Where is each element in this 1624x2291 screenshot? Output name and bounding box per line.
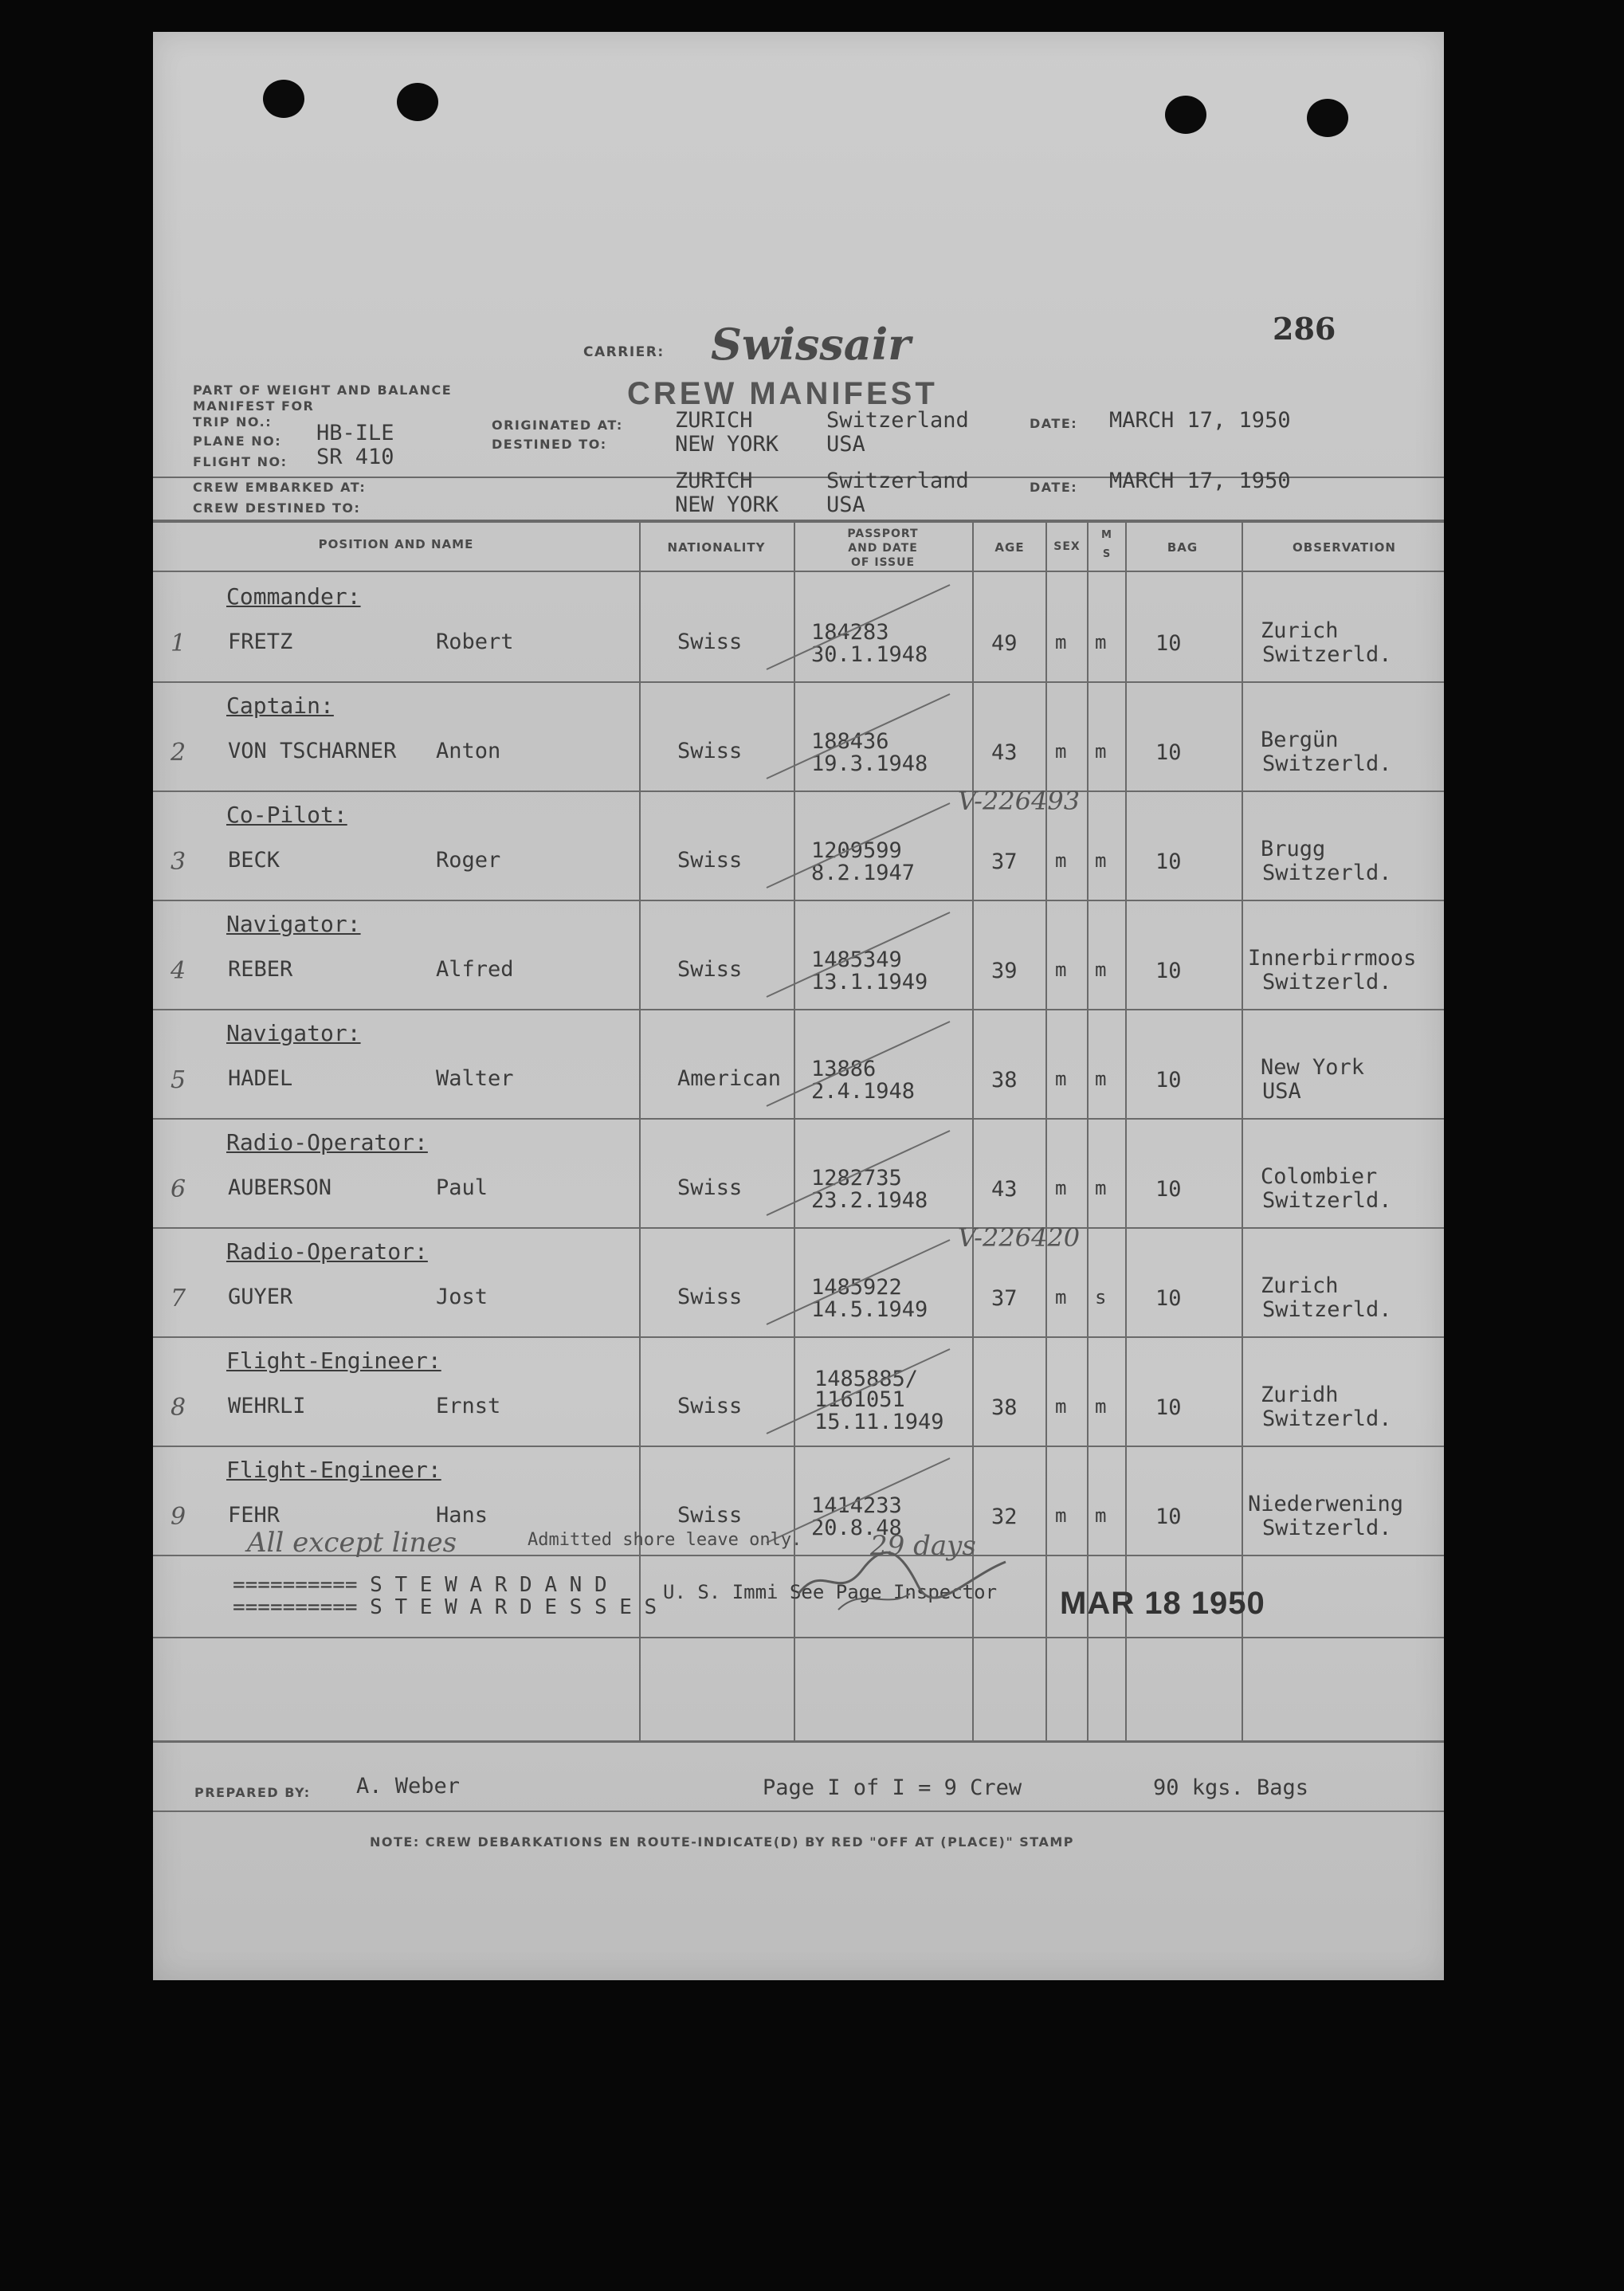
table-row: [153, 786, 1444, 901]
crew-given-name: Hans: [436, 1503, 488, 1528]
check-mark-stroke: [759, 1126, 966, 1222]
destined-country: USA: [826, 432, 865, 457]
nationality: Swiss: [677, 1503, 743, 1528]
passport-number: 184283: [811, 620, 889, 645]
marital-status: m: [1095, 1504, 1107, 1527]
observation-country: Switzerld.: [1262, 1516, 1392, 1540]
sex: m: [1055, 849, 1067, 872]
punch-hole: [397, 83, 438, 121]
col-nationality-header: NATIONALITY: [667, 540, 766, 555]
page-info: Page I of I = 9 Crew: [763, 1775, 1022, 1800]
col-bag-header: BAG: [1167, 540, 1198, 555]
crew-destined-label: CREW DESTINED TO:: [193, 500, 361, 516]
carrier-label: CARRIER:: [583, 344, 665, 360]
table-row: [153, 1120, 1444, 1229]
bag: 10: [1155, 631, 1182, 656]
bag: 10: [1155, 740, 1182, 765]
observation-country: Switzerld.: [1262, 1297, 1392, 1322]
crew-given-name: Walter: [436, 1066, 514, 1091]
position-label: Radio-Operator:: [226, 1129, 428, 1155]
col-ms-header-1: M: [1101, 529, 1112, 541]
position-label: Radio-Operator:: [226, 1238, 428, 1265]
observation-country: USA: [1262, 1079, 1301, 1104]
observation-city: Bergün: [1261, 728, 1339, 752]
bag: 10: [1155, 1286, 1182, 1311]
check-mark-stroke: [759, 689, 966, 785]
nationality: Swiss: [677, 1285, 743, 1309]
nationality: Swiss: [677, 739, 743, 763]
position-label: Flight-Engineer:: [226, 1348, 441, 1374]
row-number: 5: [171, 1066, 186, 1094]
nationality: Swiss: [677, 957, 743, 982]
crew-surname: REBER: [228, 957, 293, 982]
position-label: Navigator:: [226, 1020, 361, 1046]
row-number: 1: [171, 630, 186, 657]
check-mark-stroke: [759, 580, 966, 676]
date-label: DATE:: [1030, 416, 1078, 431]
issue-date: 14.5.1949: [811, 1297, 928, 1322]
bag: 10: [1155, 1068, 1182, 1093]
crew-given-name: Alfred: [436, 957, 514, 982]
crew-given-name: Anton: [436, 739, 501, 763]
issue-date: 13.1.1949: [811, 970, 928, 994]
bag: 10: [1155, 1395, 1182, 1420]
position-label: Navigator:: [226, 911, 361, 937]
carrier-logo: Swissair: [711, 319, 911, 370]
bags-total: 90 kgs. Bags: [1153, 1775, 1309, 1800]
sex: m: [1055, 1286, 1067, 1308]
nationality: American: [677, 1066, 782, 1091]
table-bottom-rule: [153, 1740, 1444, 1743]
bag: 10: [1155, 849, 1182, 874]
crew-surname: GUYER: [228, 1285, 293, 1309]
crew-surname: FEHR: [228, 1503, 280, 1528]
check-mark-stroke: [759, 798, 966, 894]
marital-status: m: [1095, 1395, 1107, 1418]
position-label: Flight-Engineer:: [226, 1457, 441, 1483]
nationality: Swiss: [677, 1394, 743, 1418]
observation-city: Zurich: [1261, 618, 1339, 643]
age: 43: [991, 1177, 1018, 1202]
table-row: [153, 1338, 1444, 1447]
manifest-for-label: MANIFEST FOR: [193, 398, 315, 414]
trip-label: TRIP NO.:: [193, 414, 273, 430]
col-passport-header-2: AND DATE: [848, 542, 918, 555]
passport-number: 1209599: [811, 838, 902, 863]
crew-surname: VON TSCHARNER: [228, 739, 397, 763]
observation-country: Switzerld.: [1262, 1406, 1392, 1431]
prepared-by: A. Weber: [356, 1774, 461, 1799]
position-label: Commander:: [226, 583, 361, 610]
destined-city: NEW YORK: [675, 432, 779, 457]
passport-number: 188436: [811, 729, 889, 754]
check-mark-stroke: [759, 1017, 966, 1112]
crew-surname: WEHRLI: [228, 1394, 306, 1418]
handwritten-note: All except lines: [247, 1527, 457, 1559]
check-mark-stroke: [759, 908, 966, 1003]
row-number: 4: [171, 957, 186, 985]
issue-date: 15.11.1949: [814, 1410, 944, 1434]
crew-embarked-country: Switzerland: [826, 469, 969, 493]
sex: m: [1055, 1395, 1067, 1418]
sex: m: [1055, 1504, 1067, 1527]
footer-rule: [153, 1810, 1444, 1812]
nationality: Swiss: [677, 848, 743, 873]
passport-number: 1485349: [811, 947, 902, 972]
row-number: 7: [171, 1285, 186, 1312]
age: 38: [991, 1068, 1018, 1093]
table-row: [153, 574, 1444, 683]
table-row: [153, 1010, 1444, 1120]
table-row: [153, 683, 1444, 792]
table-top-rule: [153, 520, 1444, 523]
sex: m: [1055, 1068, 1067, 1090]
observation-country: Switzerld.: [1262, 970, 1392, 994]
marital-status: s: [1095, 1286, 1107, 1308]
col-passport-header-3: OF ISSUE: [850, 556, 916, 569]
sex: m: [1055, 631, 1067, 653]
age: 49: [991, 631, 1018, 656]
sex: m: [1055, 959, 1067, 981]
marital-status: m: [1095, 1068, 1107, 1090]
passport-number: 13886: [811, 1057, 877, 1081]
age: 37: [991, 849, 1018, 874]
manifest-title: CREW MANIFEST: [627, 376, 938, 411]
punch-hole: [1307, 99, 1348, 137]
prepared-by-label: PREPARED BY:: [194, 1785, 311, 1800]
plane-number: HB-ILE: [316, 421, 394, 445]
crew-destined-city: NEW YORK: [675, 492, 779, 517]
observation-country: Switzerld.: [1262, 861, 1392, 885]
originated-country: Switzerland: [826, 408, 969, 433]
row-number: 8: [171, 1394, 186, 1422]
originated-city: ZURICH: [675, 408, 753, 433]
crew-embarked-label: CREW EMBARKED AT:: [193, 480, 367, 495]
check-mark-stroke: [759, 1344, 966, 1440]
marital-status: m: [1095, 740, 1107, 763]
issue-date: 2.4.1948: [811, 1079, 916, 1104]
marital-status: m: [1095, 959, 1107, 981]
flight-number: SR 410: [316, 445, 394, 469]
marital-status: m: [1095, 849, 1107, 872]
age: 38: [991, 1395, 1018, 1420]
observation-country: Switzerld.: [1262, 751, 1392, 776]
footer-note: NOTE: CREW DEBARKATIONS EN ROUTE-INDICATE(D) BY RED "OFF AT (PLACE)" STAMP: [370, 1834, 1074, 1850]
observation-city: Innerbirrmoos: [1248, 946, 1417, 971]
col-age-header: AGE: [994, 540, 1025, 555]
passport-number-2: 1161051: [814, 1387, 905, 1412]
issue-date: 8.2.1947: [811, 861, 916, 885]
table-row: [153, 1222, 1444, 1338]
route-date: MARCH 17, 1950: [1109, 408, 1291, 433]
col-observation-header: OBSERVATION: [1293, 540, 1396, 555]
plane-label: PLANE NO:: [193, 433, 282, 449]
steward-line-1: ========== S T E W A R D A N D: [233, 1573, 607, 1597]
admitted-stamp-text: Admitted shore leave only.: [528, 1530, 802, 1550]
crew-surname: HADEL: [228, 1066, 293, 1091]
flight-label: FLIGHT NO:: [193, 454, 288, 469]
date-stamp: MAR 18 1950: [1060, 1586, 1265, 1621]
crew-surname: BECK: [228, 848, 280, 873]
punch-hole: [1165, 96, 1206, 134]
position-label: Co-Pilot:: [226, 802, 347, 828]
crew-given-name: Roger: [436, 848, 501, 873]
col-passport-header-1: PASSPORT: [847, 528, 919, 540]
age: 39: [991, 959, 1018, 983]
age: 43: [991, 740, 1018, 765]
stewards-rule: [153, 1637, 1444, 1638]
column-header-rule: [153, 571, 1444, 572]
age: 32: [991, 1504, 1018, 1529]
manifest-page: [153, 32, 1444, 1980]
row-number: 9: [171, 1503, 186, 1531]
page-number: 286: [1273, 311, 1336, 347]
originated-label: ORIGINATED AT:: [492, 418, 623, 433]
passport-number: 1485885/: [814, 1367, 919, 1391]
crew-destined-country: USA: [826, 492, 865, 517]
age: 37: [991, 1286, 1018, 1311]
punch-hole: [263, 80, 304, 118]
handwritten-note: V-226420: [958, 1222, 1081, 1253]
crew-given-name: Robert: [436, 630, 514, 654]
col-position-header: POSITION AND NAME: [318, 537, 474, 551]
crew-date-label: DATE:: [1030, 480, 1078, 495]
destined-label: DESTINED TO:: [492, 437, 607, 452]
check-mark-stroke: [759, 1235, 966, 1331]
observation-city: Zurich: [1261, 1273, 1339, 1298]
marital-status: m: [1095, 1177, 1107, 1199]
passport-number: 1282735: [811, 1166, 902, 1191]
observation-city: New York: [1261, 1055, 1365, 1080]
crew-surname: AUBERSON: [228, 1175, 332, 1200]
col-sex-header: SEX: [1053, 540, 1081, 553]
row-number: 3: [171, 848, 186, 876]
passport-number: 1485922: [811, 1275, 902, 1300]
table-row: [153, 901, 1444, 1010]
observation-city: Brugg: [1261, 837, 1326, 861]
crew-given-name: Jost: [436, 1285, 488, 1309]
part-of-label: PART OF WEIGHT AND BALANCE: [193, 382, 453, 398]
sex: m: [1055, 740, 1067, 763]
marital-status: m: [1095, 631, 1107, 653]
issue-date: 23.2.1948: [811, 1188, 928, 1213]
inspector-signature: [790, 1538, 1014, 1618]
handwritten-note: V-226493: [958, 786, 1081, 816]
steward-line-2: ========== S T E W A R D E S S E S: [233, 1595, 657, 1619]
row-number: 2: [171, 739, 186, 767]
crew-given-name: Paul: [436, 1175, 488, 1200]
passport-number: 1414233: [811, 1493, 902, 1518]
row-number: 6: [171, 1175, 186, 1203]
handwritten-days: 29 days: [870, 1530, 976, 1562]
bag: 10: [1155, 1177, 1182, 1202]
position-label: Captain:: [226, 692, 334, 719]
observation-city: Colombier: [1261, 1164, 1378, 1189]
issue-date: 20.8.48: [811, 1516, 902, 1540]
observation-country: Switzerld.: [1262, 642, 1392, 667]
crew-given-name: Ernst: [436, 1394, 501, 1418]
bag: 10: [1155, 959, 1182, 983]
bag: 10: [1155, 1504, 1182, 1529]
crew-date: MARCH 17, 1950: [1109, 469, 1291, 493]
issue-date: 19.3.1948: [811, 751, 928, 776]
nationality: Swiss: [677, 1175, 743, 1200]
observation-city: Zuridh: [1261, 1383, 1339, 1407]
nationality: Swiss: [677, 630, 743, 654]
crew-surname: FRETZ: [228, 630, 293, 654]
observation-city: Niederwening: [1248, 1492, 1404, 1516]
inspector-stamp-text: U. S. Immi See Page Inspector: [663, 1581, 998, 1603]
observation-country: Switzerld.: [1262, 1188, 1392, 1213]
issue-date: 30.1.1948: [811, 642, 928, 667]
crew-embarked-city: ZURICH: [675, 469, 753, 493]
sex: m: [1055, 1177, 1067, 1199]
col-ms-header-2: S: [1102, 548, 1112, 560]
